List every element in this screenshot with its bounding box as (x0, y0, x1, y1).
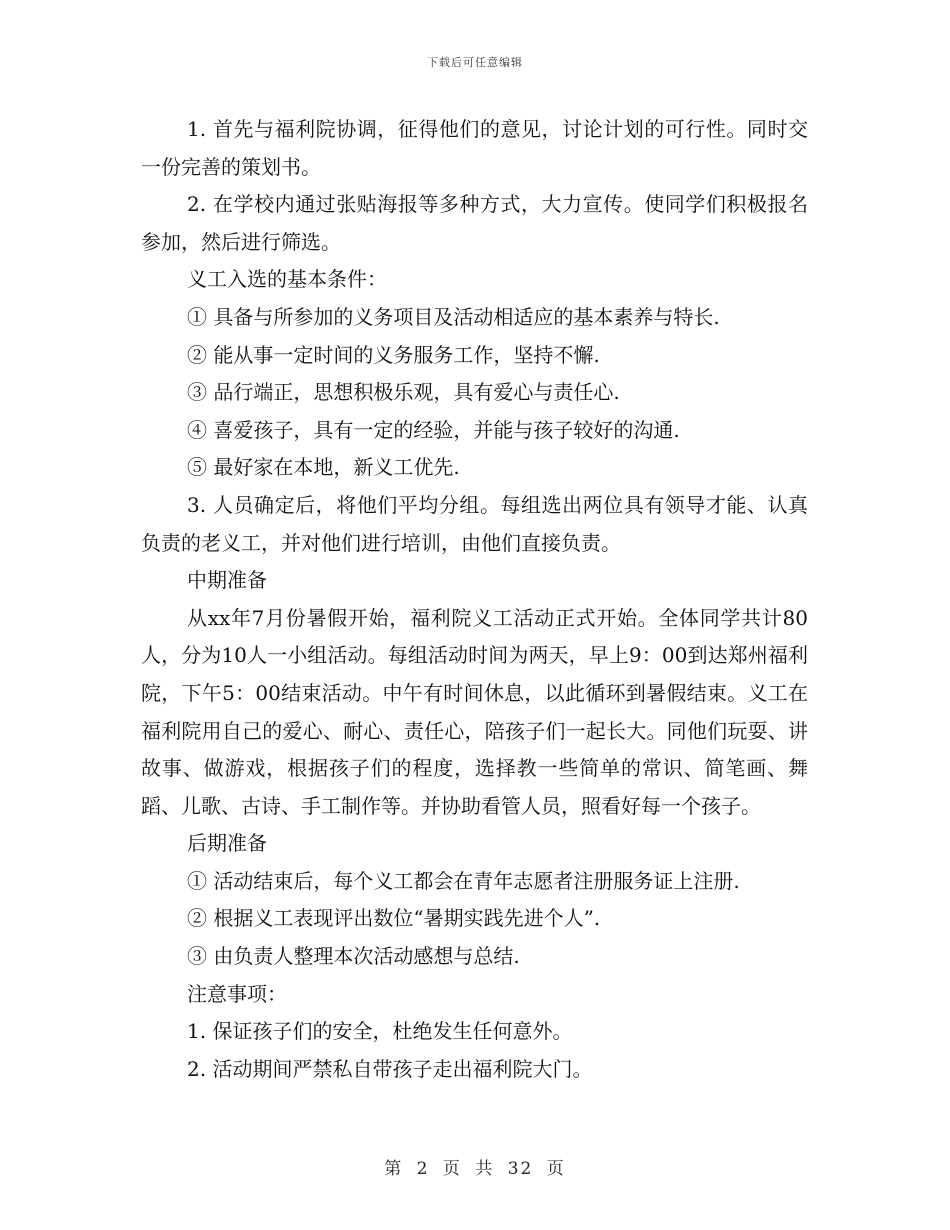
late-stage-item-1: ① 活动结束后，每个义工都会在青年志愿者注册服务证上注册. (187, 868, 740, 893)
notes-item-1: 1. 保证孩子们的安全，杜绝发生任何意外。 (187, 1019, 573, 1044)
criteria-item-5: ⑤ 最好家在本地，新义工优先. (187, 455, 460, 480)
heading-mid-stage: 中期准备 (187, 568, 267, 593)
criteria-item-4: ④ 喜爱孩子，具有一定的经验，并能与孩子较好的沟通. (187, 417, 680, 442)
late-stage-item-2: ② 根据义工表现评出数位“暑期实践先进个人”. (187, 906, 601, 931)
heading-selection-criteria: 义工入选的基本条件： (187, 267, 387, 292)
paragraph-step-2: 2. 在学校内通过张贴海报等多种方式，大力宣传。使同学们积极报名参加，然后进行筛选。 (141, 192, 808, 254)
page-number: 第 2 页 共 32 页 (384, 1159, 566, 1179)
page-header: 下载后可任意编辑 (427, 56, 523, 69)
criteria-item-1: ① 具备与所参加的义务项目及活动相适应的基本素养与特长. (187, 304, 720, 329)
notes-item-2: 2. 活动期间严禁私自带孩子走出福利院大门。 (187, 1056, 593, 1081)
paragraph-mid-stage: 从xx年7月份暑假开始，福利院义工活动正式开始。全体同学共计80人，分为10人一小组活动。每组活动时间为两天，早上9：00到达郑州福利院，下午5：00结束活动。中午有时间休息，以此循环到暑假结束。义工在福利院用自己的爱心、耐心、责任心，陪孩子们一起长大。同他们玩耍、讲故事、做游戏，根据孩子们的程度，选择教一些简单的常识、简笔画、舞蹈、儿歌、古诗、手工制作等。并协助看管人员，照看好每一个孩子。 (141, 605, 808, 818)
criteria-item-3: ③ 品行端正，思想积极乐观，具有爱心与责任心. (187, 380, 620, 405)
document-body (141, 111, 808, 1088)
heading-notes: 注意事项： (187, 981, 287, 1006)
heading-late-stage: 后期准备 (187, 831, 267, 856)
late-stage-item-3: ③ 由负责人整理本次活动感想与总结. (187, 944, 520, 969)
paragraph-step-3: 3. 人员确定后，将他们平均分组。每组选出两位具有领导才能、认真负责的老义工，并对他们进行培训，由他们直接负责。 (141, 492, 808, 555)
paragraph-step-1: 1. 首先与福利院协调，征得他们的意见，讨论计划的可行性。同时交一份完善的策划书。 (141, 117, 808, 179)
criteria-item-2: ② 能从事一定时间的义务服务工作，坚持不懈. (187, 342, 600, 367)
